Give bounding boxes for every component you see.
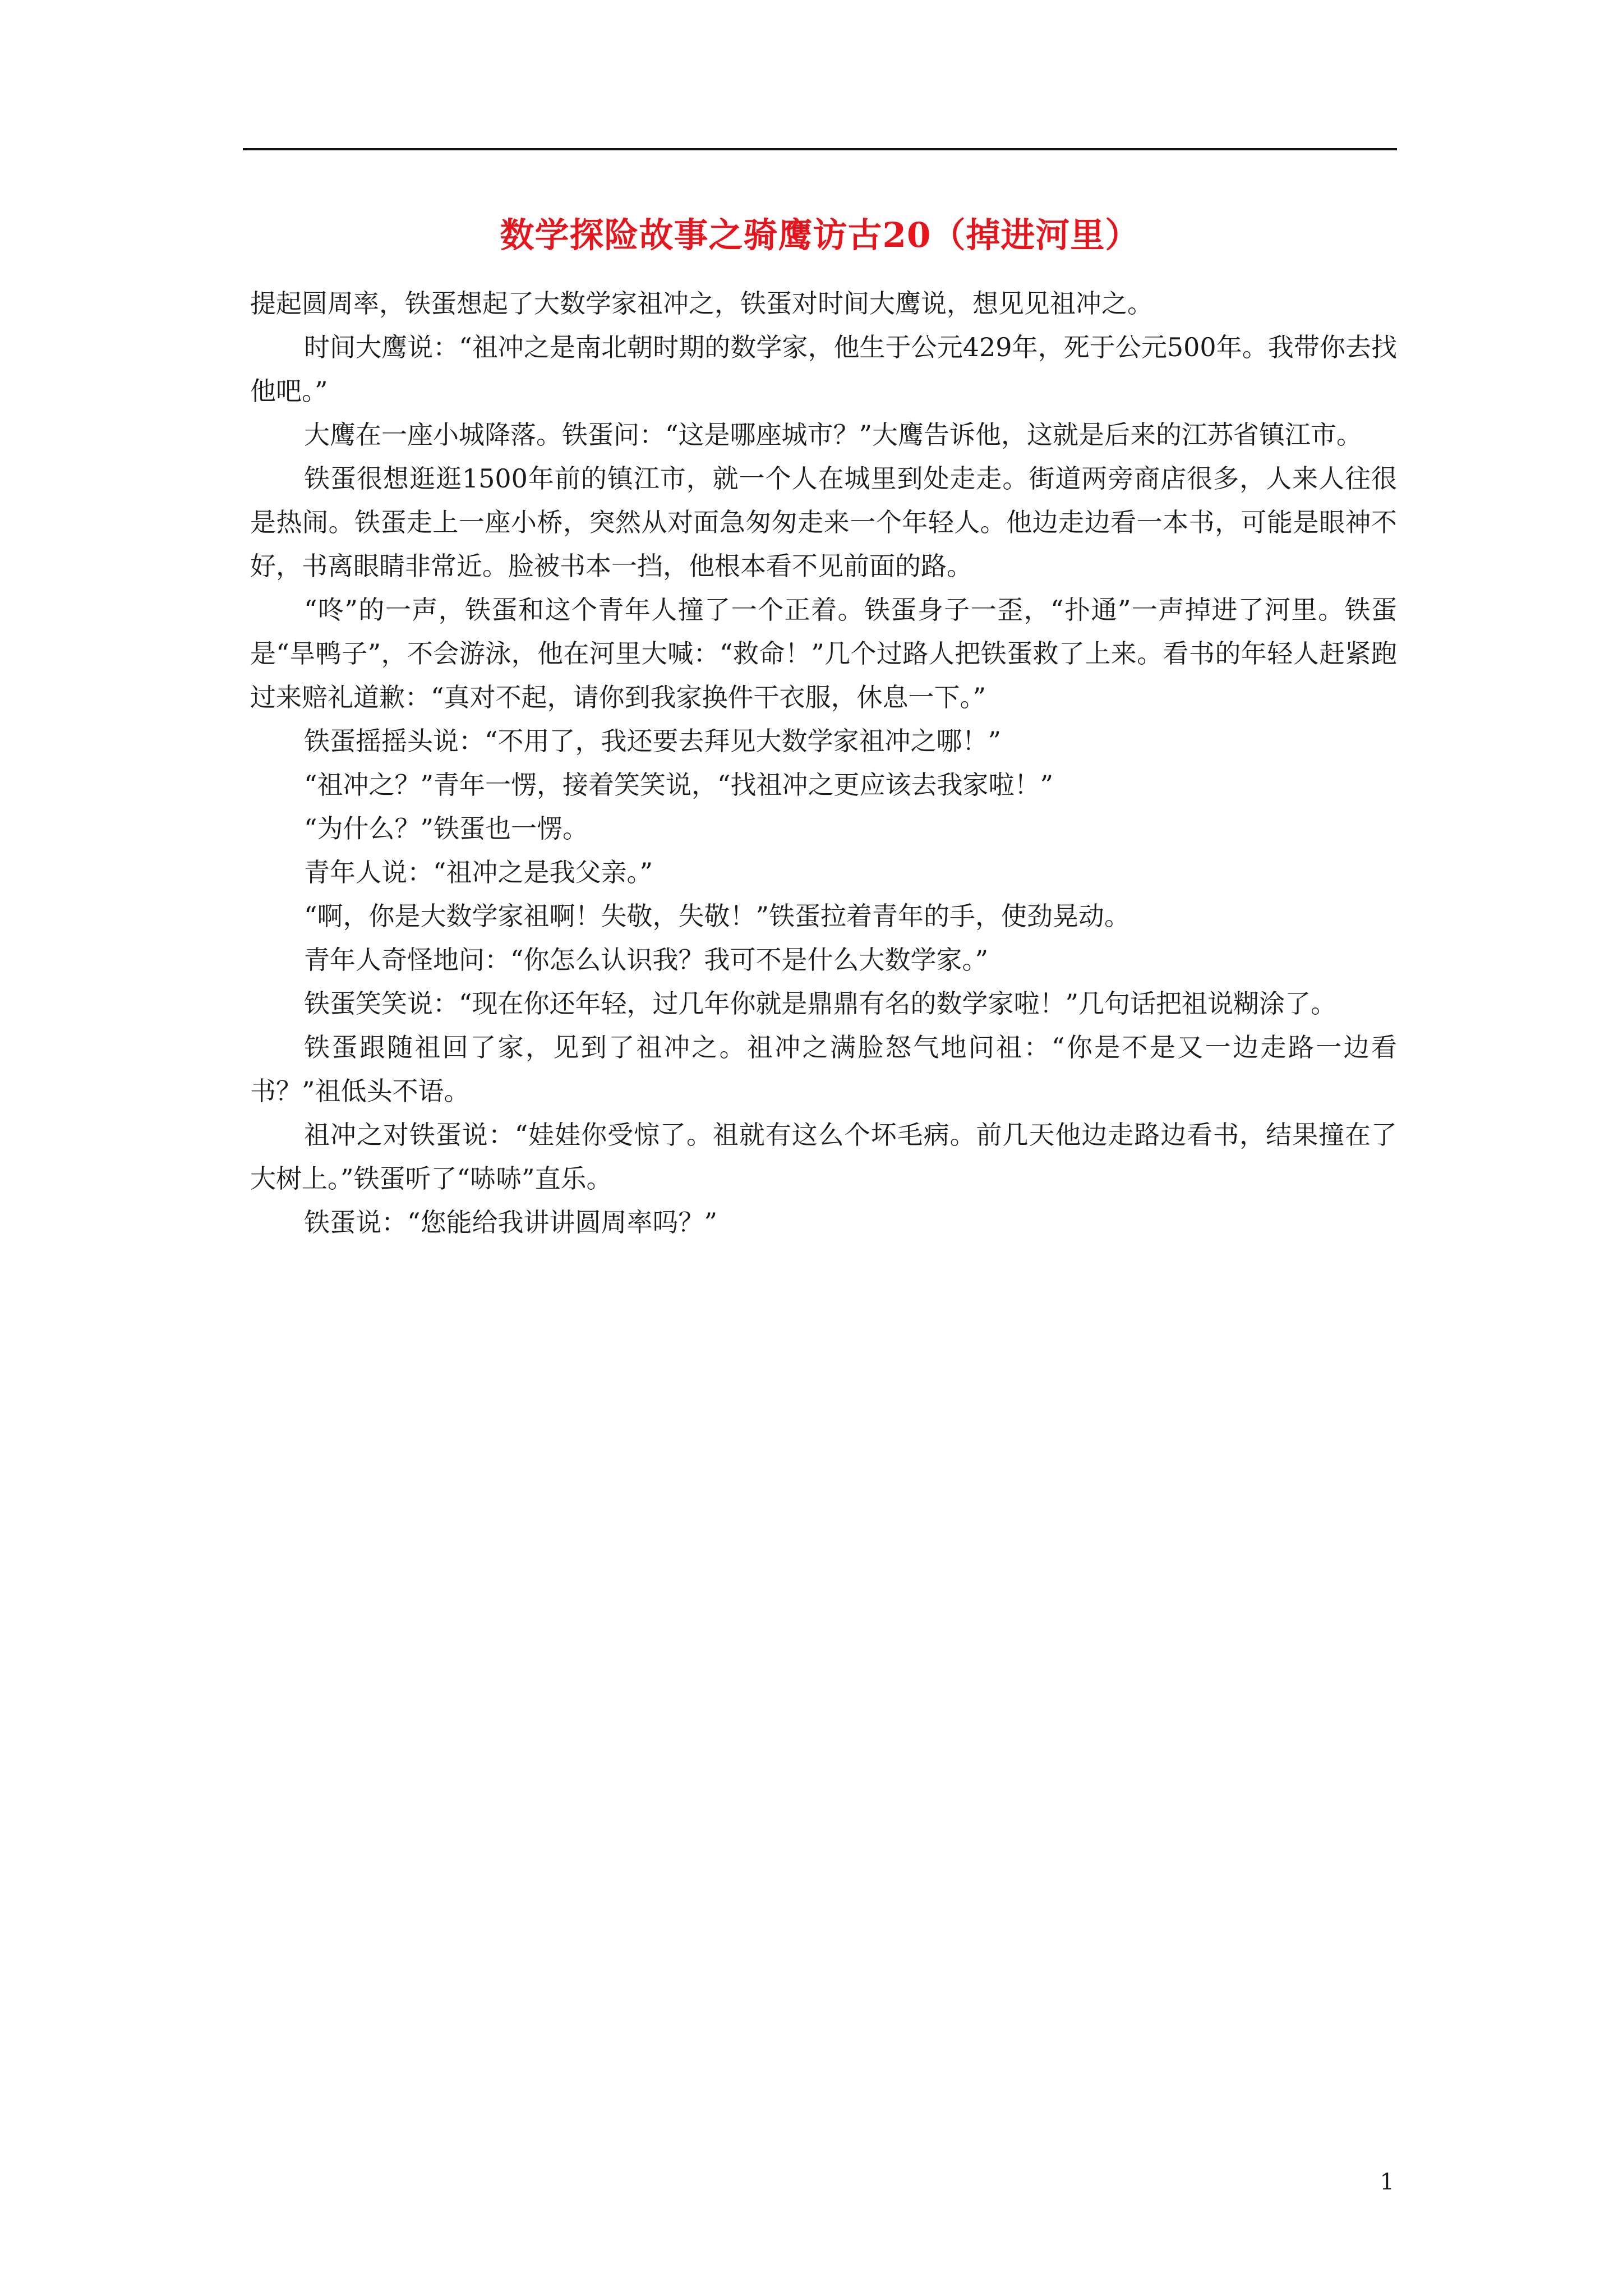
paragraph: 祖冲之对铁蛋说：“娃娃你受惊了。祖就有这么个坏毛病。前几天他边走路边看书，结果撞在了大树上。”铁蛋听了“哧哧”直乐。 [250, 1120, 1397, 1194]
body-text [250, 282, 1397, 1244]
paragraph: 铁蛋跟随祖回了家，见到了祖冲之。祖冲之满脸怒气地问祖：“你是不是又一边走路一边看书？”祖低头不语。 [250, 1032, 1397, 1106]
paragraph: 青年人说：“祖冲之是我父亲。” [304, 857, 653, 887]
paragraph: 提起圆周率，铁蛋想起了大数学家祖冲之，铁蛋对时间大鹰说，想见见祖冲之。 [250, 288, 1153, 319]
paragraph: 铁蛋很想逛逛1500年前的镇江市，就一个人在城里到处走走。街道两旁商店很多，人来人往很是热闹。铁蛋走上一座小桥，突然从对面急匆匆走来一个年轻人。他边走边看一本书，可能是眼神不好，书离眼睛非常近。脸被书本一挡，他根本看不见前面的路。 [250, 463, 1397, 581]
paragraph: 铁蛋摇摇头说：“不用了，我还要去拜见大数学家祖冲之哪！” [304, 726, 1002, 756]
paragraph: 大鹰在一座小城降落。铁蛋问：“这是哪座城市？”大鹰告诉他，这就是后来的江苏省镇江市。 [304, 420, 1363, 450]
document-title: 数学探险故事之骑鹰访古20（掉进河里） [500, 215, 1140, 255]
header-rule [243, 148, 1397, 150]
paragraph: “为什么？”铁蛋也一愣。 [304, 813, 589, 844]
paragraph: 时间大鹰说：“祖冲之是南北朝时期的数学家，他生于公元429年，死于公元500年。我带你去找他吧。” [250, 332, 1397, 406]
paragraph: 铁蛋笑笑说：“现在你还年轻，过几年你就是鼎鼎有名的数学家啦！”几句话把祖说糊涂了。 [304, 988, 1337, 1019]
paragraph: 青年人奇怪地问：“你怎么认识我？我可不是什么大数学家。” [304, 945, 989, 975]
paragraph: “啊，你是大数学家祖啊！失敬，失敬！”铁蛋拉着青年的手，使劲晃动。 [304, 901, 1131, 931]
paragraph: “祖冲之？”青年一愣，接着笑笑说，“找祖冲之更应该去我家啦！” [304, 770, 1054, 800]
paragraph: 铁蛋说：“您能给我讲讲圆周率吗？” [304, 1207, 718, 1237]
page-number: 1 [1380, 2169, 1394, 2195]
paragraph: “咚”的一声，铁蛋和这个青年人撞了一个正着。铁蛋身子一歪，“扑通”一声掉进了河里。铁蛋是“旱鸭子”，不会游泳，他在河里大喊：“救命！”几个过路人把铁蛋救了上来。看书的年轻人赶紧跑过来赔礼道歉：“真对不起，请你到我家换件干衣服，休息一下。” [250, 595, 1397, 712]
